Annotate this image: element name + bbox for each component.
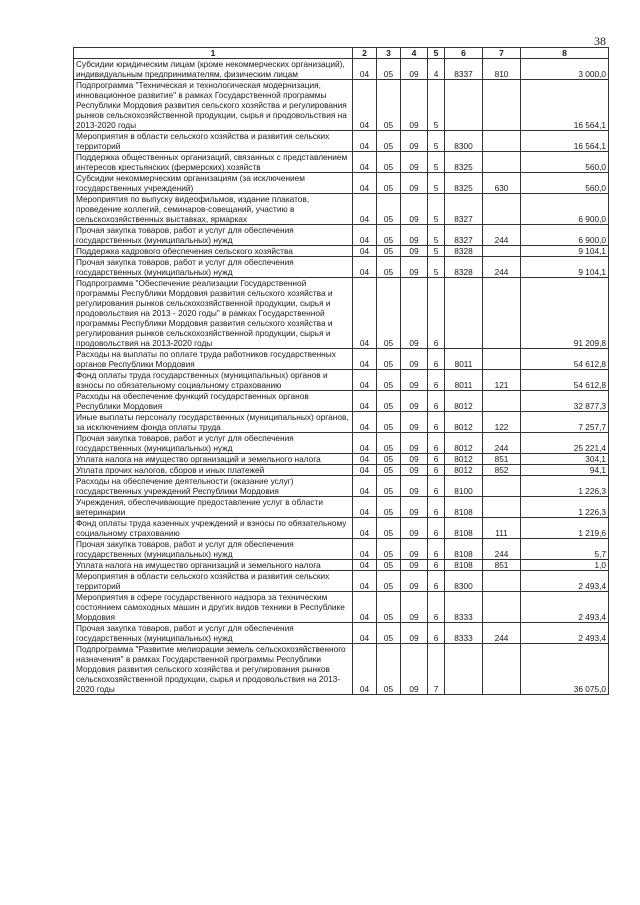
row-amount: 1 219,6 bbox=[521, 518, 609, 539]
row-code-5: 6 bbox=[428, 465, 445, 476]
row-description: Уплата прочих налогов, сборов и иных платежей bbox=[74, 465, 353, 476]
row-amount: 1,0 bbox=[521, 560, 609, 571]
row-amount: 25 221,4 bbox=[521, 433, 609, 454]
row-code-2: 04 bbox=[353, 370, 377, 391]
row-code-3: 05 bbox=[377, 225, 401, 246]
table-row bbox=[74, 644, 609, 695]
row-amount: 1 226,3 bbox=[521, 497, 609, 518]
table-row bbox=[74, 518, 609, 539]
row-code-7: 852 bbox=[483, 465, 521, 476]
row-code-6: 8333 bbox=[445, 592, 483, 623]
row-code-3: 05 bbox=[377, 246, 401, 257]
table-row bbox=[74, 194, 609, 225]
row-amount: 6 900,0 bbox=[521, 225, 609, 246]
row-code-2: 04 bbox=[353, 131, 377, 152]
row-code-4: 09 bbox=[401, 257, 428, 278]
row-code-7 bbox=[483, 349, 521, 370]
row-code-5: 6 bbox=[428, 391, 445, 412]
row-code-4: 09 bbox=[401, 497, 428, 518]
row-description: Прочая закупка товаров, работ и услуг для обеспечения государственных (муниципальных) нужд bbox=[74, 225, 353, 246]
header-cell: 6 bbox=[445, 48, 483, 59]
row-code-6: 8100 bbox=[445, 476, 483, 497]
table-row bbox=[74, 454, 609, 465]
row-description: Мероприятия в области сельского хозяйства и развития сельских территорий bbox=[74, 131, 353, 152]
header-cell: 5 bbox=[428, 48, 445, 59]
row-description: Фонд оплаты труда казенных учреждений и взносы по обязательному социальному страхованию bbox=[74, 518, 353, 539]
header-cell: 8 bbox=[521, 48, 609, 59]
row-description: Мероприятия по выпуску видеофильмов, издание плакатов, проведение коллегий, семинаров-совещаний, участию в сельскохозяйственных выставках, ярмарках bbox=[74, 194, 353, 225]
row-code-2: 04 bbox=[353, 173, 377, 194]
row-code-2: 04 bbox=[353, 391, 377, 412]
table-row bbox=[74, 539, 609, 560]
row-code-2: 04 bbox=[353, 518, 377, 539]
row-amount: 560,0 bbox=[521, 152, 609, 173]
row-code-3: 05 bbox=[377, 623, 401, 644]
table-row bbox=[74, 592, 609, 623]
row-code-4: 09 bbox=[401, 476, 428, 497]
table-row bbox=[74, 560, 609, 571]
row-code-5: 5 bbox=[428, 194, 445, 225]
header-cell: 3 bbox=[377, 48, 401, 59]
row-code-7 bbox=[483, 152, 521, 173]
header-cell: 1 bbox=[74, 48, 353, 59]
row-code-5: 6 bbox=[428, 571, 445, 592]
row-code-5: 6 bbox=[428, 497, 445, 518]
row-amount: 1 226,3 bbox=[521, 476, 609, 497]
row-description: Расходы на обеспечение функций государственных органов Республики Мордовия bbox=[74, 391, 353, 412]
row-code-6: 8108 bbox=[445, 560, 483, 571]
row-code-2: 04 bbox=[353, 433, 377, 454]
row-code-7 bbox=[483, 571, 521, 592]
row-code-5: 4 bbox=[428, 59, 445, 80]
row-code-2: 04 bbox=[353, 349, 377, 370]
table-row bbox=[74, 412, 609, 433]
row-amount: 36 075,0 bbox=[521, 644, 609, 695]
table-row bbox=[74, 433, 609, 454]
row-code-7: 851 bbox=[483, 560, 521, 571]
row-code-5: 5 bbox=[428, 225, 445, 246]
row-code-5: 6 bbox=[428, 412, 445, 433]
row-code-3: 05 bbox=[377, 497, 401, 518]
row-code-4: 09 bbox=[401, 465, 428, 476]
row-code-5: 6 bbox=[428, 454, 445, 465]
row-code-6: 8108 bbox=[445, 539, 483, 560]
table-row bbox=[74, 59, 609, 80]
row-code-7 bbox=[483, 131, 521, 152]
row-code-6: 8328 bbox=[445, 257, 483, 278]
row-code-4: 09 bbox=[401, 592, 428, 623]
table-row bbox=[74, 370, 609, 391]
row-code-3: 05 bbox=[377, 194, 401, 225]
row-code-2: 04 bbox=[353, 571, 377, 592]
table-row bbox=[74, 278, 609, 349]
row-code-5: 6 bbox=[428, 349, 445, 370]
table-row bbox=[74, 152, 609, 173]
table-row bbox=[74, 225, 609, 246]
row-code-5: 6 bbox=[428, 592, 445, 623]
row-code-7: 111 bbox=[483, 518, 521, 539]
row-code-6: 8300 bbox=[445, 131, 483, 152]
row-description: Подпрограмма "Техническая и технологическая модернизация, инновационное развитие" в рамках Государственной программы Республики Мордовия развития сельского хозяйства и регулирования рынков сельскохозяйственной продукции, сырья и продовольствия на 2013-2020 годы bbox=[74, 80, 353, 131]
row-code-2: 04 bbox=[353, 539, 377, 560]
row-amount: 9 104,1 bbox=[521, 246, 609, 257]
row-code-2: 04 bbox=[353, 476, 377, 497]
row-code-4: 09 bbox=[401, 194, 428, 225]
row-code-7: 121 bbox=[483, 370, 521, 391]
row-amount: 5,7 bbox=[521, 539, 609, 560]
row-code-7: 810 bbox=[483, 59, 521, 80]
row-code-6: 8327 bbox=[445, 194, 483, 225]
row-amount: 2 493,4 bbox=[521, 571, 609, 592]
row-code-3: 05 bbox=[377, 152, 401, 173]
row-amount: 9 104,1 bbox=[521, 257, 609, 278]
row-code-2: 04 bbox=[353, 80, 377, 131]
row-amount: 560,0 bbox=[521, 173, 609, 194]
row-code-6: 8333 bbox=[445, 623, 483, 644]
row-amount: 304,1 bbox=[521, 454, 609, 465]
row-code-7: 851 bbox=[483, 454, 521, 465]
row-code-7: 244 bbox=[483, 433, 521, 454]
row-description: Фонд оплаты труда государственных (муниципальных) органов и взносы по обязательному социальному страхованию bbox=[74, 370, 353, 391]
row-code-7: 244 bbox=[483, 225, 521, 246]
row-amount: 54 612,8 bbox=[521, 370, 609, 391]
row-amount: 6 900,0 bbox=[521, 194, 609, 225]
row-code-6: 8300 bbox=[445, 571, 483, 592]
table-row bbox=[74, 257, 609, 278]
row-code-3: 05 bbox=[377, 131, 401, 152]
row-description: Уплата налога на имущество организаций и земельного налога bbox=[74, 560, 353, 571]
row-code-5: 6 bbox=[428, 518, 445, 539]
row-code-7: 244 bbox=[483, 623, 521, 644]
table-row bbox=[74, 131, 609, 152]
row-code-2: 04 bbox=[353, 246, 377, 257]
page-number: 38 bbox=[594, 34, 606, 48]
row-code-5: 6 bbox=[428, 623, 445, 644]
row-amount: 16 564,1 bbox=[521, 131, 609, 152]
row-code-6: 8325 bbox=[445, 152, 483, 173]
row-code-3: 05 bbox=[377, 433, 401, 454]
row-code-6: 8328 bbox=[445, 246, 483, 257]
row-description: Поддержка кадрового обеспечения сельского хозяйства bbox=[74, 246, 353, 257]
row-code-7 bbox=[483, 497, 521, 518]
row-code-6: 8012 bbox=[445, 454, 483, 465]
row-code-6: 8011 bbox=[445, 349, 483, 370]
row-code-5: 5 bbox=[428, 173, 445, 194]
row-code-6: 8012 bbox=[445, 433, 483, 454]
row-amount: 7 257,7 bbox=[521, 412, 609, 433]
row-code-4: 09 bbox=[401, 454, 428, 465]
row-code-7 bbox=[483, 80, 521, 131]
row-code-2: 04 bbox=[353, 560, 377, 571]
row-description: Подпрограмма "Обеспечение реализации Государственной программы Республики Мордовия развития сельского хозяйства и регулирования рынков сельскохозяйственной продукции, сырья и продовольствия на 2013 - 2020 годы" в рамках Государственной программы Республики Мордовия развития сельского хозяйства и регулирования рынков сельскохозяйственной продукции, сырья и продовольствия на 2013-2020 годы bbox=[74, 278, 353, 349]
row-code-2: 04 bbox=[353, 465, 377, 476]
row-code-6: 8108 bbox=[445, 518, 483, 539]
row-code-4: 09 bbox=[401, 59, 428, 80]
row-amount: 94,1 bbox=[521, 465, 609, 476]
row-code-4: 09 bbox=[401, 278, 428, 349]
table-row bbox=[74, 173, 609, 194]
row-code-5: 5 bbox=[428, 152, 445, 173]
row-code-3: 05 bbox=[377, 560, 401, 571]
row-code-6: 8011 bbox=[445, 370, 483, 391]
row-code-6: 8327 bbox=[445, 225, 483, 246]
row-code-4: 09 bbox=[401, 370, 428, 391]
table-row bbox=[74, 465, 609, 476]
row-code-7 bbox=[483, 476, 521, 497]
row-code-7 bbox=[483, 644, 521, 695]
row-code-2: 04 bbox=[353, 497, 377, 518]
row-amount: 3 000,0 bbox=[521, 59, 609, 80]
row-code-2: 04 bbox=[353, 152, 377, 173]
row-description: Расходы на выплаты по оплате труда работников государственных органов Республики Мордовия bbox=[74, 349, 353, 370]
row-code-7 bbox=[483, 592, 521, 623]
row-code-2: 04 bbox=[353, 194, 377, 225]
row-code-2: 04 bbox=[353, 59, 377, 80]
row-code-5: 6 bbox=[428, 560, 445, 571]
row-code-3: 05 bbox=[377, 454, 401, 465]
header-cell: 7 bbox=[483, 48, 521, 59]
row-code-4: 09 bbox=[401, 391, 428, 412]
row-description: Мероприятия в сфере государственного надзора за техническим состоянием самоходных машин и других видов техники в Республике Мордовия bbox=[74, 592, 353, 623]
row-code-3: 05 bbox=[377, 370, 401, 391]
row-code-6: 8337 bbox=[445, 59, 483, 80]
row-code-3: 05 bbox=[377, 173, 401, 194]
row-code-4: 09 bbox=[401, 225, 428, 246]
row-description: Прочая закупка товаров, работ и услуг для обеспечения государственных (муниципальных) нужд bbox=[74, 433, 353, 454]
row-code-2: 04 bbox=[353, 454, 377, 465]
table-row bbox=[74, 476, 609, 497]
row-code-5: 6 bbox=[428, 278, 445, 349]
row-code-2: 04 bbox=[353, 644, 377, 695]
row-code-2: 04 bbox=[353, 623, 377, 644]
row-description: Поддержка общественных организаций, связанных с представлением интересов крестьянских (фермерских) хозяйств bbox=[74, 152, 353, 173]
row-code-4: 09 bbox=[401, 560, 428, 571]
row-code-7 bbox=[483, 278, 521, 349]
row-code-3: 05 bbox=[377, 349, 401, 370]
row-code-7 bbox=[483, 194, 521, 225]
row-code-6: 8012 bbox=[445, 465, 483, 476]
row-code-3: 05 bbox=[377, 59, 401, 80]
row-code-3: 05 bbox=[377, 278, 401, 349]
row-code-4: 09 bbox=[401, 152, 428, 173]
row-code-3: 05 bbox=[377, 80, 401, 131]
row-code-4: 09 bbox=[401, 412, 428, 433]
row-code-5: 6 bbox=[428, 433, 445, 454]
row-amount: 91 209,8 bbox=[521, 278, 609, 349]
header-cell: 4 bbox=[401, 48, 428, 59]
row-code-5: 5 bbox=[428, 246, 445, 257]
row-code-4: 09 bbox=[401, 131, 428, 152]
row-code-4: 09 bbox=[401, 518, 428, 539]
row-code-5: 5 bbox=[428, 80, 445, 131]
row-code-7: 122 bbox=[483, 412, 521, 433]
row-description: Учреждения, обеспечивающие предоставление услуг в области ветеринарии bbox=[74, 497, 353, 518]
row-amount: 2 493,4 bbox=[521, 623, 609, 644]
row-code-6 bbox=[445, 80, 483, 131]
row-code-5: 7 bbox=[428, 644, 445, 695]
row-code-3: 05 bbox=[377, 518, 401, 539]
row-code-4: 09 bbox=[401, 246, 428, 257]
row-code-5: 5 bbox=[428, 257, 445, 278]
row-code-7: 244 bbox=[483, 257, 521, 278]
row-description: Субсидии юридическим лицам (кроме некоммерческих организаций), индивидуальным предпринимателям, физическим лицам bbox=[74, 59, 353, 80]
header-cell: 2 bbox=[353, 48, 377, 59]
row-description: Расходы на обеспечение деятельности (оказание услуг) государственных учреждений Республики Мордовия bbox=[74, 476, 353, 497]
row-description: Подпрограмма "Развитие мелиорации земель сельскохозяйственного назначения" в рамках Государственной программы Республики Мордовия развития сельского хозяйства и регулирования рынков сельскохозяйственной продукции, сырья и продовольствия на 2013-2020 годы bbox=[74, 644, 353, 695]
row-code-7 bbox=[483, 391, 521, 412]
row-code-5: 5 bbox=[428, 131, 445, 152]
row-code-4: 09 bbox=[401, 623, 428, 644]
row-code-4: 09 bbox=[401, 80, 428, 131]
row-code-4: 09 bbox=[401, 173, 428, 194]
row-code-7: 630 bbox=[483, 173, 521, 194]
row-code-3: 05 bbox=[377, 391, 401, 412]
row-code-3: 05 bbox=[377, 476, 401, 497]
row-code-3: 05 bbox=[377, 644, 401, 695]
row-code-5: 6 bbox=[428, 476, 445, 497]
row-code-4: 09 bbox=[401, 571, 428, 592]
row-code-3: 05 bbox=[377, 592, 401, 623]
row-code-6: 8012 bbox=[445, 412, 483, 433]
row-amount: 16 564,1 bbox=[521, 80, 609, 131]
table-row bbox=[74, 391, 609, 412]
table-row bbox=[74, 571, 609, 592]
row-code-4: 09 bbox=[401, 539, 428, 560]
row-description: Уплата налога на имущество организаций и земельного налога bbox=[74, 454, 353, 465]
row-description: Прочая закупка товаров, работ и услуг для обеспечения государственных (муниципальных) нужд bbox=[74, 623, 353, 644]
row-code-7: 244 bbox=[483, 539, 521, 560]
row-code-6 bbox=[445, 644, 483, 695]
row-code-5: 6 bbox=[428, 539, 445, 560]
row-code-4: 09 bbox=[401, 644, 428, 695]
row-code-3: 05 bbox=[377, 571, 401, 592]
row-description: Иные выплаты персоналу государственных (муниципальных) органов, за исключением фонда оплаты труда bbox=[74, 412, 353, 433]
row-code-3: 05 bbox=[377, 412, 401, 433]
row-code-7 bbox=[483, 246, 521, 257]
row-description: Прочая закупка товаров, работ и услуг для обеспечения государственных (муниципальных) нужд bbox=[74, 539, 353, 560]
row-code-3: 05 bbox=[377, 465, 401, 476]
row-amount: 54 612,8 bbox=[521, 349, 609, 370]
row-code-6 bbox=[445, 278, 483, 349]
row-code-4: 09 bbox=[401, 433, 428, 454]
row-amount: 32 877,3 bbox=[521, 391, 609, 412]
row-description: Прочая закупка товаров, работ и услуг для обеспечения государственных (муниципальных) нужд bbox=[74, 257, 353, 278]
row-code-3: 05 bbox=[377, 257, 401, 278]
row-code-2: 04 bbox=[353, 412, 377, 433]
row-code-2: 04 bbox=[353, 278, 377, 349]
row-code-4: 09 bbox=[401, 349, 428, 370]
row-code-6: 8108 bbox=[445, 497, 483, 518]
row-code-2: 04 bbox=[353, 592, 377, 623]
row-description: Мероприятия в области сельского хозяйства и развития сельских территорий bbox=[74, 571, 353, 592]
table-row bbox=[74, 349, 609, 370]
table-row bbox=[74, 246, 609, 257]
row-code-3: 05 bbox=[377, 539, 401, 560]
table-row bbox=[74, 623, 609, 644]
row-code-2: 04 bbox=[353, 225, 377, 246]
header-row bbox=[74, 48, 609, 59]
budget-table bbox=[73, 47, 609, 695]
row-amount: 2 493,4 bbox=[521, 592, 609, 623]
row-code-5: 6 bbox=[428, 370, 445, 391]
row-code-2: 04 bbox=[353, 257, 377, 278]
table-row bbox=[74, 80, 609, 131]
row-code-6: 8012 bbox=[445, 391, 483, 412]
row-code-6: 8325 bbox=[445, 173, 483, 194]
table-row bbox=[74, 497, 609, 518]
table-body bbox=[74, 59, 609, 695]
row-description: Субсидии некоммерческим организациям (за исключением государственных учреждений) bbox=[74, 173, 353, 194]
